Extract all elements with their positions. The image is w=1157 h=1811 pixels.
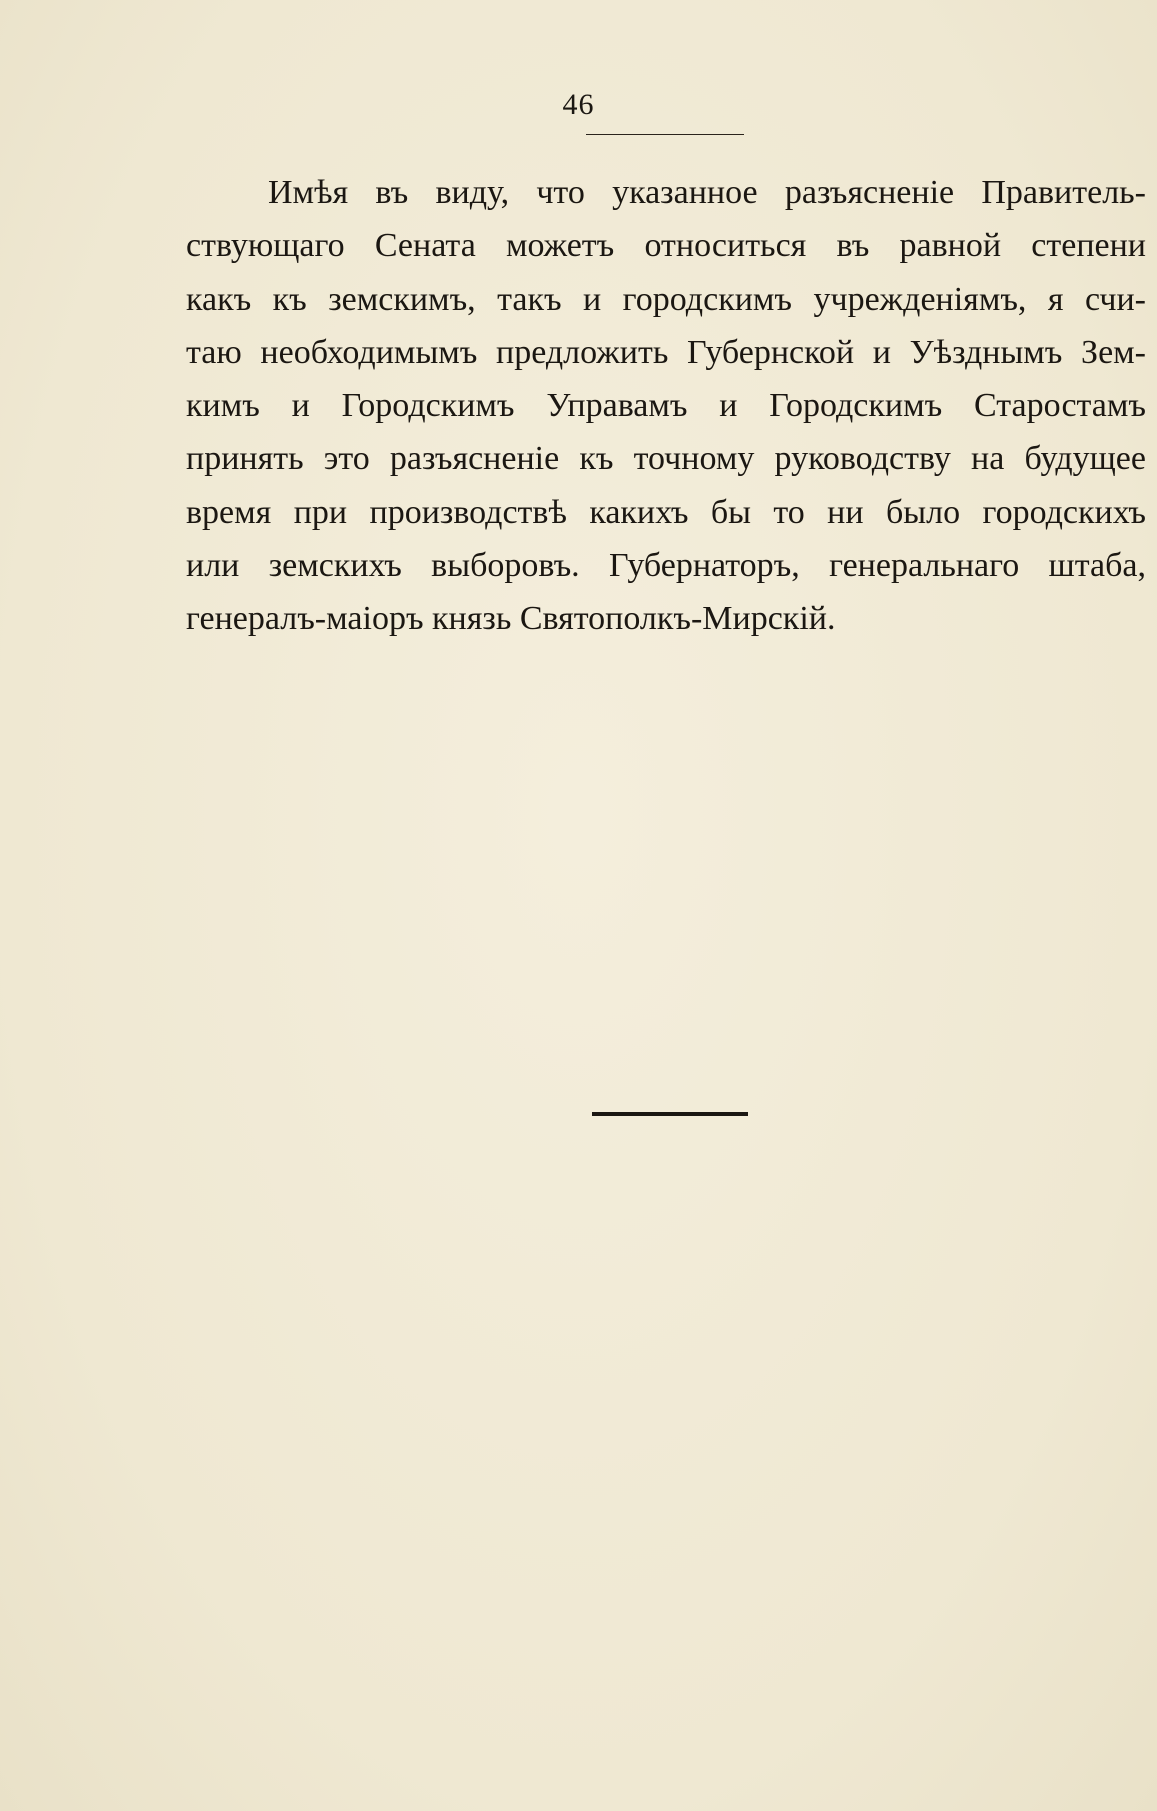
text-line: генералъ-маіоръ князь Святополкъ-Мирскій. <box>186 600 836 638</box>
text-line: время при производствѣ какихъ бы то ни было городскихъ <box>186 493 1146 531</box>
text-line: принять это разъясненіе къ точному руководству на будущее <box>186 440 1146 478</box>
body-paragraph <box>186 166 1146 646</box>
page-number: 46 <box>562 88 595 121</box>
text-line: таю необходимымъ предложить Губернской и Уѣзднымъ Зем- <box>186 333 1146 371</box>
text-line: кимъ и Городскимъ Управамъ и Городскимъ Старостамъ <box>186 387 1146 425</box>
text-line: ствующаго Сената можетъ относиться въ равной степени <box>186 227 1146 265</box>
text-line: Имѣя въ виду, что указанное разъясненіе Правитель- <box>268 174 1146 211</box>
text-line: или земскихъ выборовъ. Губернаторъ, генеральнаго штаба, <box>186 547 1146 585</box>
closing-rule <box>592 1112 748 1116</box>
text-line: какъ къ земскимъ, такъ и городскимъ учрежденіямъ, я счи- <box>186 280 1146 318</box>
page-number-rule <box>586 134 744 135</box>
